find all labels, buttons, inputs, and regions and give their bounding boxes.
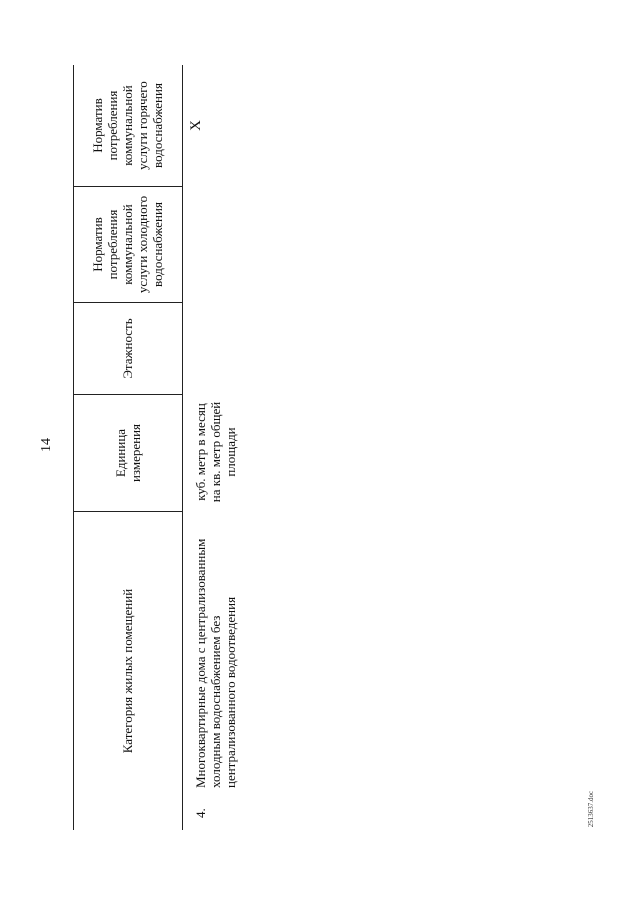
- header-cold-water: Норматив потребления коммунальной услуги холодного водоснабжения: [90, 195, 165, 294]
- file-id-footer: 2513637.doc: [587, 790, 595, 828]
- header-category: Категория жилых помещений: [120, 588, 135, 754]
- rotated-table: [73, 65, 269, 830]
- row-unit: куб. метр в месяц на кв. метр общей площади: [193, 401, 238, 503]
- row-category: Многоквартирные дома с централизованным холодным водоснабжением без централизованного водоотведения: [193, 538, 238, 788]
- header-hot-water: Норматив потребления коммунальной услуги горячего водоснабжения: [90, 81, 165, 170]
- page-number: 14: [39, 438, 54, 452]
- header-unit: Единица измерения: [112, 423, 143, 483]
- header-bottom-rule: [182, 65, 183, 830]
- header-floors: Этажность: [120, 318, 135, 379]
- row-number: 4.: [193, 808, 208, 818]
- row-hot-water: X: [188, 120, 204, 131]
